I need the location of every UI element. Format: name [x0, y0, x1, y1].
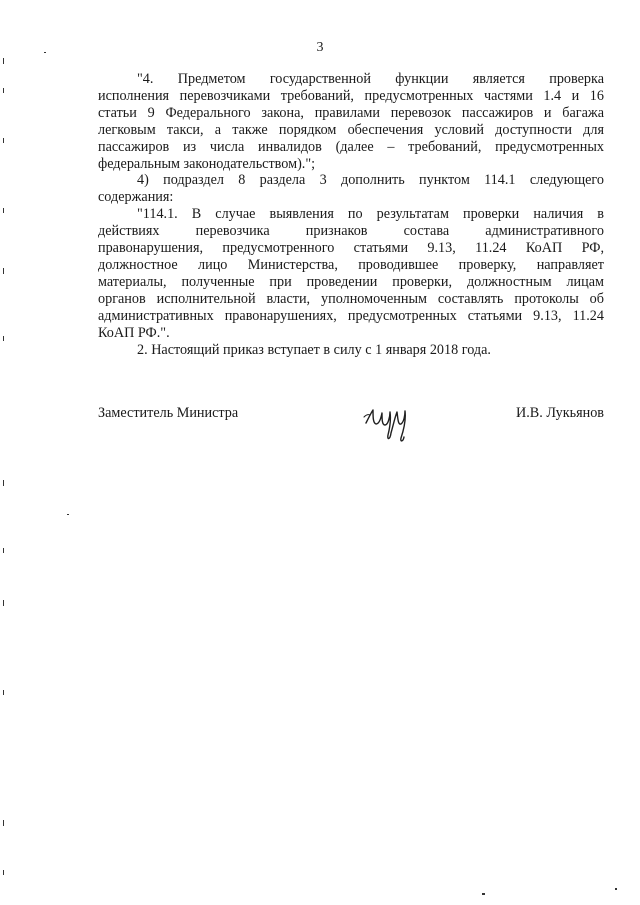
text-line: материалы, полученные при проведении проверки, должностным лицам	[98, 273, 604, 290]
text-line: "114.1. В случае выявления по результатам проверки наличия в	[137, 206, 604, 223]
handwritten-signature	[360, 393, 420, 447]
left-margin-mark	[3, 268, 4, 274]
left-margin-mark	[3, 88, 4, 93]
text-line: содержания:	[98, 189, 174, 206]
text-line: легковым такси, а также порядком обеспечения условий доступности для	[98, 121, 604, 138]
text-line: статьи 9 Федерального закона, правилами перевозок пассажиров и багажа	[98, 104, 604, 121]
scan-speck	[67, 514, 69, 515]
scan-speck	[615, 888, 617, 890]
text-line: КоАП РФ.".	[98, 324, 170, 341]
paragraph-subsection-4	[98, 172, 604, 206]
left-margin-mark	[3, 58, 4, 64]
text-line: "4. Предметом государственной функции является проверка	[137, 71, 604, 87]
paragraph-effective-date	[98, 342, 604, 359]
left-margin-mark	[3, 548, 4, 553]
paragraph-114-1	[98, 206, 604, 341]
signatory-name: И.В. Лукьянов	[516, 405, 604, 421]
left-margin-mark	[3, 870, 4, 875]
document-body	[98, 71, 604, 358]
text-line: 4) подраздел 8 раздела 3 дополнить пунктом 114.1 следующего	[137, 172, 604, 189]
text-line: административных правонарушениях, предусмотренных статьями 9.13, 11.24	[98, 307, 604, 324]
left-margin-mark	[3, 690, 4, 695]
left-margin-mark	[3, 820, 4, 826]
left-margin-mark	[3, 480, 4, 486]
text-line: должностное лицо Министерства, проводившее проверку, направляет	[98, 256, 604, 273]
text-line: правонарушения, предусмотренного статьями 9.13, 11.24 КоАП РФ,	[98, 240, 604, 257]
text-line: 2. Настоящий приказ вступает в силу с 1 января 2018 года.	[137, 341, 491, 358]
text-line: исполнения перевозчиками требований, предусмотренных частями 1.4 и 16	[98, 87, 604, 104]
signatory-role: Заместитель Министра	[98, 405, 239, 421]
page-number: 3	[316, 40, 324, 55]
scan-speck	[482, 893, 485, 895]
signature-block	[98, 393, 604, 453]
paragraph-item-4	[98, 71, 604, 172]
scan-speck	[44, 52, 46, 53]
text-line: действиях перевозчика признаков состава административного	[98, 223, 604, 240]
text-line: федеральным законодательством).";	[98, 155, 316, 172]
text-line: органов исполнительной власти, уполномоченным составлять протоколы об	[98, 290, 604, 307]
left-margin-mark	[3, 208, 4, 213]
left-margin-mark	[3, 336, 4, 341]
left-margin-mark	[3, 600, 4, 606]
text-line: пассажиров из числа инвалидов (далее – требований, предусмотренных	[98, 138, 604, 155]
left-margin-mark	[3, 138, 4, 143]
